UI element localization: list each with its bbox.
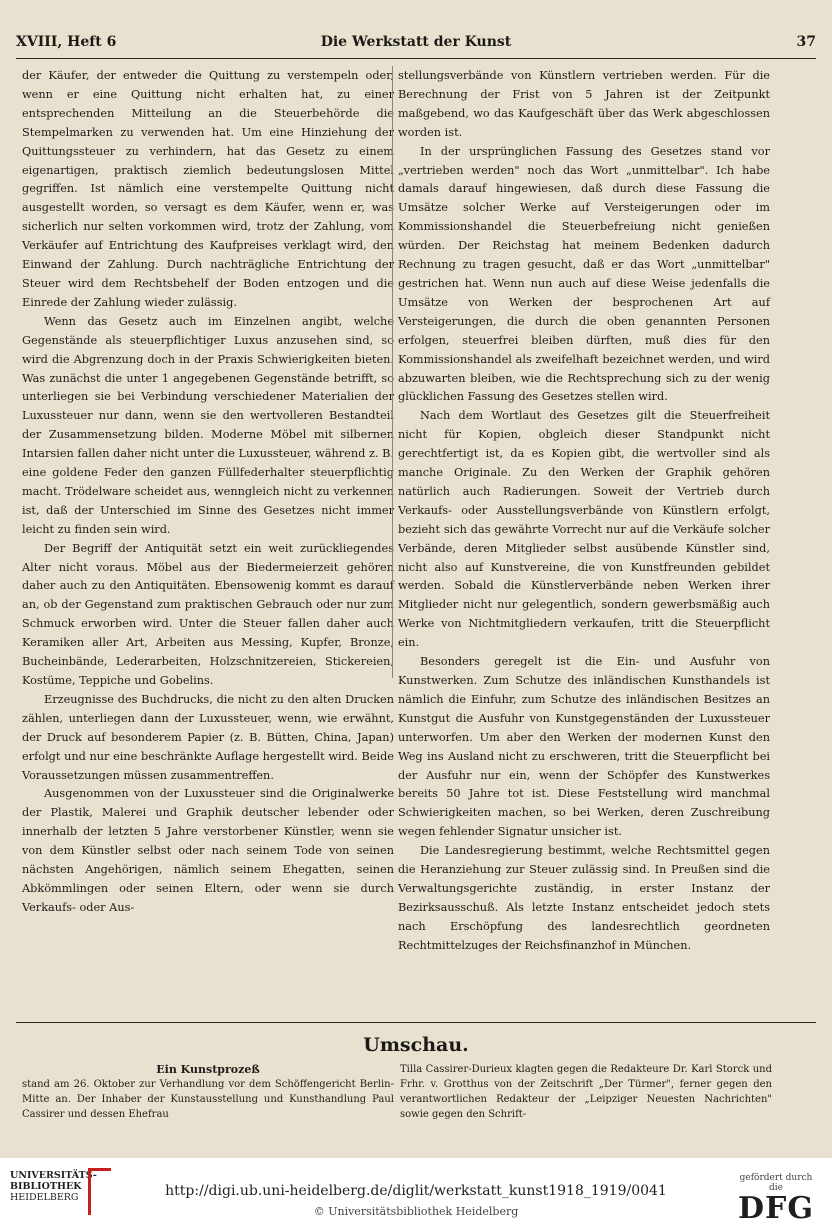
logo-text: HEIDELBERG — [10, 1192, 79, 1203]
paragraph: Erzeugnisse des Buchdrucks, die nicht zu den alten Drucken zählen, unterliegen dann der Luxussteuer, wenn, wie erwähnt, der Druck auf besonderem Papier (z. B. Bütten, China, Japan) erfolgt und nur eine beschränkte Auflage hergestellt wird. Beide Voraussetzungen müssen zusammentreffen. — [22, 692, 394, 782]
paragraph: Besonders geregelt ist die Ein- und Ausfuhr von Kunstwerken. Zum Schutze des inländischen Kunsthandels ist nämlich die Einfuhr, zum Schutze des inländischen Besitzes an Kunstgut die Ausfuhr von Kunstgegenständen der Luxussteuer unterworfen. Um aber den Werken der modernen Kunst den Weg ins Ausland nicht zu erschweren, tritt die Steuerpflicht bei der Ausfuhr nur ein, wenn der Schöpfer des Kunstwerkes bereits 50 Jahre tot ist. Diese Feststellung wird manchmal Schwierigkeiten machen, so bei Werken, deren Zuschreibung wegen fehlender Signatur unsicher ist. — [398, 655, 770, 839]
article-text: Tilla Cassirer-Durieux klagten gegen die Redakteure Dr. Karl Storck und Frhr. v. Grotthus von der Zeitschrift „Der Türmer", ferner gegen den verantwortlichen Redakteur der „Leipziger Neuesten Nachrichten" sowie gegen den Schrift- — [400, 1064, 772, 1120]
paragraph: In der ursprünglichen Fassung des Gesetzes stand vor „vertrieben werden" noch das Wort „unmittelbar". Ich habe damals darauf hingewiesen, daß durch diese Fassung die Umsätze solcher Werke auf Versteigerungen oder im Kommissionshandel die Steuerbefreiung nicht genießen würden. Der Reichstag hat meinem Bedenken dadurch Rechnung zu tragen gesucht, daß er das Wort „unmittelbar" gestrichen hat. Wenn nun auch auf diese Weise jedenfalls die Umsätze von Werken der besprochenen Art auf Versteigerungen, die durch die oben genannten Personen erfolgen, steuerfrei bleiben dürften, muß dies für den Kommissionshandel als zweifelhaft bezeichnet werden, und wird abzuwarten bleiben, wie die Rechtsprechung sich zu der wenig glücklichen Fassung des Gesetzes stellen wird. — [398, 144, 770, 404]
header-rule — [16, 58, 816, 59]
copyright-notice: © Universitätsbibliothek Heidelberg — [313, 1205, 519, 1218]
running-header — [16, 34, 816, 56]
column-divider — [392, 66, 393, 678]
article-title: Ein Kunstprozeß — [156, 1063, 260, 1076]
section-rule — [16, 1022, 816, 1023]
paragraph: Die Landesregierung bestimmt, welche Rechtsmittel gegen die Heranziehung zur Steuer zulässig sind. In Preußen sind die Verwaltungsgerichte zuständig, in erster Instanz der Bezirksausschuß. Als letzte Instanz entscheidet jedoch stets nach Erschöpfung des landesrechtlich geordneten Rechtmittelzuges der Reichsfinanzhof in München. — [398, 844, 770, 952]
section-right-column — [400, 1062, 772, 1122]
journal-title: Die Werkstatt der Kunst — [320, 34, 512, 50]
left-column — [22, 67, 394, 914]
paragraph: Wenn das Gesetz auch im Einzelnen angibt, welche Gegenstände als steuerpflichtiger Luxus anzusehen sind, so wird die Abgrenzung doch in der Praxis Schwierigkeiten bieten. Was zunächst die unter 1 angegebenen Gegenstände betrifft, so unterliegen sie bei Verbindung verschiedener Materialien der Luxussteuer nur dann, wenn sie den wertvolleren Bestandteil der Zusammensetzung bilden. Moderne Möbel mit silbernen Intarsien fallen daher nicht unter die Luxussteuer, während z. B. eine goldene Feder den ganzen Füllfederhalter steuerpflichtig macht. Trödelware scheidet aus, wenngleich nicht zu verkennen ist, daß der Unterschied im Sinne des Gesetzes nicht immer leicht zu finden sein wird. — [22, 314, 394, 536]
dfg-logo[interactable] — [734, 1173, 818, 1225]
paragraph: Nach dem Wortlaut des Gesetzes gilt die Steuerfreiheit nicht für Kopien, obgleich dieser Standpunkt nicht gerechtfertigt ist, da es Kopien gibt, die wertvoller sind als manche Originale. Zu den Werken der Graphik gehören natürlich auch Radierungen. Soweit der Vertrieb durch Verkaufs- oder Ausstellungsverbände von Künstlern erfolgt, bezieht sich das gewährte Vorrecht nur auf die Verkäufe solcher Verbände, deren Mitglieder selbst ausübende Künstler sind, nicht also auf Kunstvereine, die von Kunstfreunden gebildet werden. Sobald die Künstlerverbände neben Werken ihrer Mitglieder nicht nur gelegentlich, sondern gewerbsmäßig auch Werke von Nichtmitgliedern verkaufen, tritt die Steuerpflicht ein. — [398, 409, 770, 650]
section-left-column — [22, 1062, 394, 1122]
logo-text: BIBLIOTHEK — [10, 1181, 82, 1192]
logo-text: UNIVERSITÄTS- — [10, 1170, 97, 1181]
right-column — [398, 67, 770, 952]
page-number: 37 — [796, 34, 816, 50]
paragraph: stellungsverbände von Künstlern vertrieben werden. Für die Berechnung der Frist von 5 Jahren ist der Zeitpunkt maßgebend, wo das Kaufgeschäft über das Werk abgeschlossen worden ist. — [398, 69, 770, 139]
paragraph: Ausgenommen von der Luxussteuer sind die Originalwerke der Plastik, Malerei und Graphik deutscher lebender oder innerhalb der letzten 5 Jahre verstorbener Künstler, wenn sie von dem Künstler selbst oder nach seinem Tode von seinen nächsten Angehörigen, nämlich seinem Ehegatten, seinen Abkömmlingen oder seinen Eltern, oder wenn sie durch Verkaufs- oder Aus- — [22, 787, 394, 914]
section-heading: Umschau. — [363, 1034, 469, 1056]
paragraph: der Käufer, der entweder die Quittung zu verstempeln oder, wenn er eine Quittung nicht erhalten hat, zu einer entsprechenden Mitteilung an die Steuerbehörde die Stempelmarken zu verwenden hat. Um eine Hinziehung der Quittungssteuer zu verhindern, hat das Gesetz zu einem eigenartigen, praktisch ziemlich bedeutungslosen Mittel gegriffen. Ist nämlich eine verstempelte Quittung nicht ausgestellt worden, so versagt es dem Käufer, wenn er, was sicherlich nur selten vorkommen wird, trotz der Zahlung, vom Verkäufer auf Entrichtung des Kaufpreises verklagt wird, den Einwand der Zahlung. Durch nachträgliche Entrichtung der Steuer wird dem Rechtsbehelf der Boden entzogen und die Einrede der Zahlung wieder zulässig. — [22, 69, 394, 309]
article-text: stand am 26. Oktober zur Verhandlung vor dem Schöffengericht Berlin-Mitte an. Der Inhaber der Kunstausstellung und Kunsthandlung Paul Cassirer und dessen Ehefrau — [22, 1079, 394, 1120]
permalink[interactable]: http://digi.ub.uni-heidelberg.de/diglit/werkstatt_kunst1918_1919/0041 — [165, 1183, 667, 1199]
paragraph: Der Begriff der Antiquität setzt ein weit zurückliegendes Alter nicht voraus. Möbel aus der Biedermeierzeit gehören daher auch zu den Antiquitäten. Ebensowenig kommt es darauf an, ob der Gegenstand zum praktischen Gebrauch oder nur zum Schmuck erworben wird. Unter die Steuer fallen daher auch Keramiken aller Art, Arbeiten aus Messing, Kupfer, Bronze, Bucheinbände, Lederarbeiten, Holzschnitzereien, Stickereien, Kostüme, Teppiche und Gobelins. — [22, 541, 394, 687]
funded-by-label: gefördert durch die — [739, 1173, 813, 1193]
dfg-mark: DFG — [738, 1191, 814, 1226]
issue-label: XVIII, Heft 6 — [16, 34, 117, 50]
